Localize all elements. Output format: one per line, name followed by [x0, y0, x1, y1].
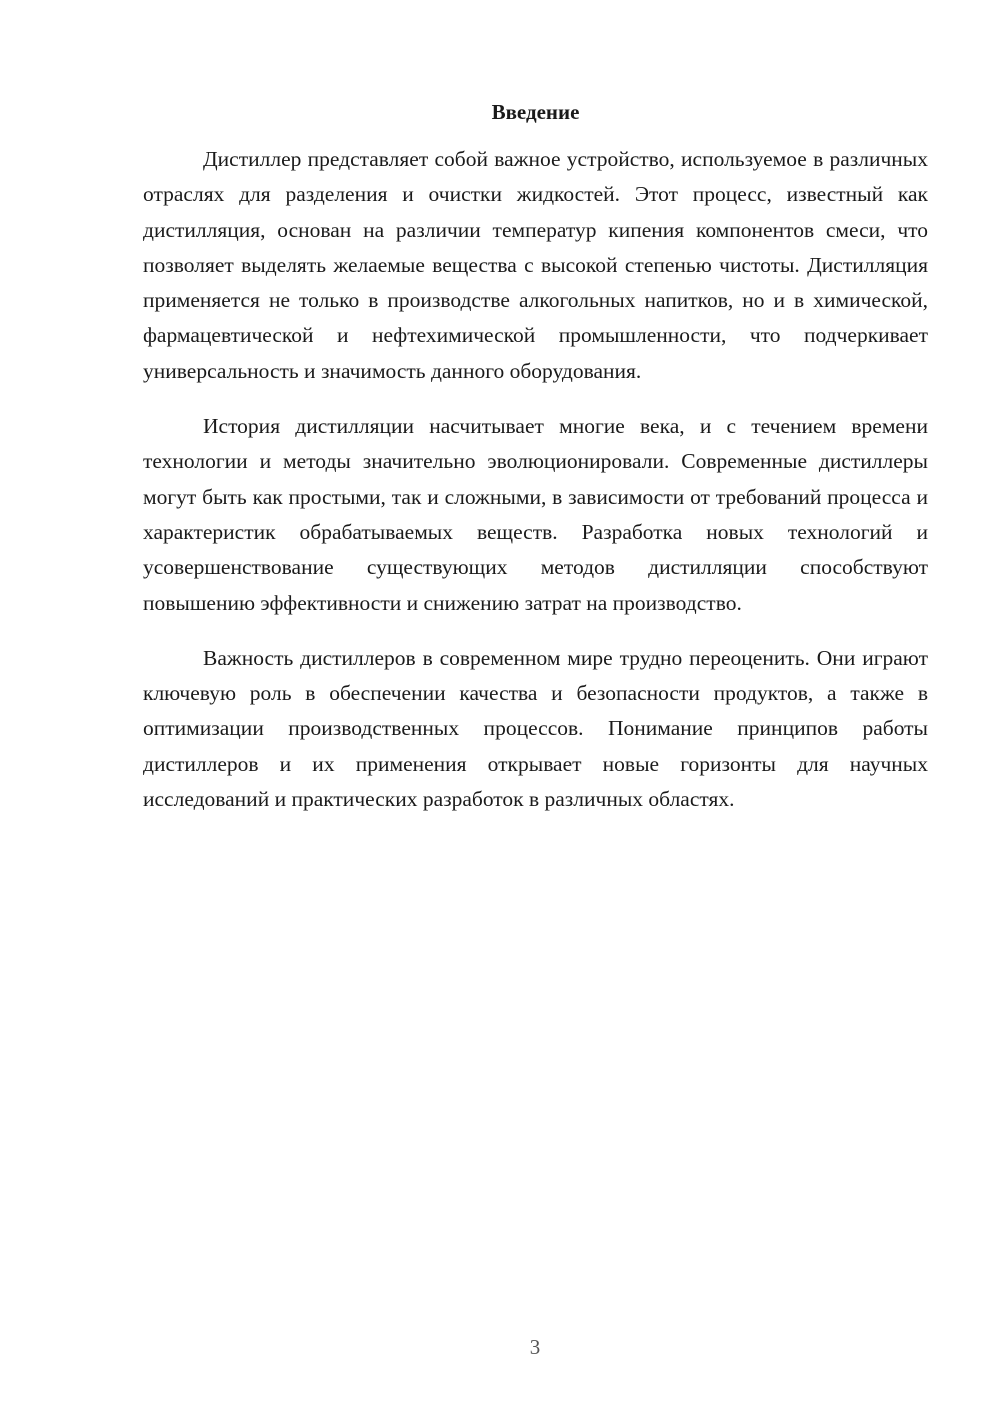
paragraph-1: Дистиллер представляет собой важное устройство, используемое в различных отраслях для разделения и очистки жидкостей. Этот процесс, известный как дистилляция, основан на различии температур кипения компонентов смеси, что позволяет выделять желаемые вещества с высокой степенью чистоты. Дистилляция применяется не только в производстве алкогольных напитков, но и в химической, фармацевтической и нефтехимической промышленности, что подчеркивает универсальность и значимость данного оборудования.: [143, 147, 928, 383]
body-text: [143, 142, 928, 837]
page-title: Введение: [491, 100, 580, 124]
paragraph-3: Важность дистиллеров в современном мире трудно переоценить. Они играют ключевую роль в обеспечении качества и безопасности продуктов, а также в оптимизации производственных процессов. Понимание принципов работы дистиллеров и их применения открывает новые горизонты для научных исследований и практических разработок в различных областях.: [143, 645, 928, 812]
page-number: 3: [529, 1335, 541, 1359]
paragraph-2: История дистилляции насчитывает многие века, и с течением времени технологии и методы значительно эволюционировали. Современные дистиллеры могут быть как простыми, так и сложными, в зависимости от требований процесса и характеристик обрабатываемых веществ. Разработка новых технологий и усовершенствование существующих методов дистилляции способствуют повышению эффективности и снижению затрат на производство.: [143, 414, 928, 615]
